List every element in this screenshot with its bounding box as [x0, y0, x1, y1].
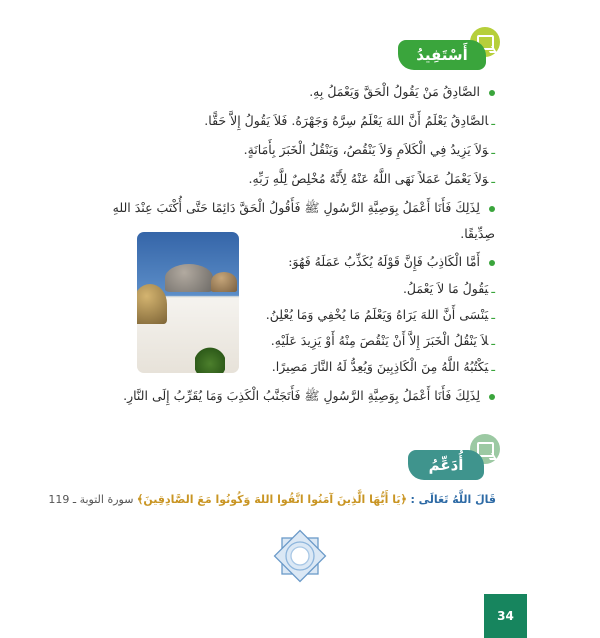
list-item: ـلاَ يَنْقُلُ الْخَبَرَ إِلاَّ أَنْ يَنْقُصَ مِنْهُ أَوْ يَزِيدَ عَلَيْهِ.: [270, 333, 495, 348]
bullet-icon: [489, 206, 495, 212]
list-item: الصَّادِقُ مَنْ يَقُولُ الْحَقَّ وَيَعْمَلُ بِهِ.: [309, 84, 495, 100]
list-item: أَمَّا الْكَاذِبُ فَإِنَّ قَوْلَهُ يُكَذِّبُ عَمَلَهُ فَهُوَ:: [288, 254, 495, 270]
mosque-photo: [137, 232, 239, 373]
islamic-star-ornament-icon: [272, 528, 328, 584]
bullet-icon: [489, 394, 495, 400]
section-header-astafid: أَسْتَفِيدُ: [398, 40, 486, 70]
list-item: ـيَنْسَى أَنَّ اللهَ يَرَاهُ وَيَعْلَمُ مَا يُخْفِي وَمَا يُعْلِنُ.: [265, 307, 495, 322]
list-item: ـوَلاَ يَزِيدُ فِي الْكَلاَمِ وَلاَ يَنْقُصُ، وَيَنْقُلُ الْخَبَرَ بِأَمَانَةٍ.: [243, 142, 495, 157]
bullet-icon: [489, 260, 495, 266]
page-number: 34: [484, 594, 527, 638]
list-item: ـوَلاَ يَعْمَلُ عَمَلاً نَهَى اللَّهُ عَنْهُ لِأَنَّهُ مُخْلِصٌ لِلَّهِ رَبِّهِ.: [248, 171, 495, 186]
list-item: لِذَلِكَ فَأَنَا أَعْمَلُ بِوَصِيَّةِ الرَّسُولِ ﷺ فَأَقُولُ الْحَقَّ دَائِمًا حَتَّى أُكْتَبَ عِنْدَ اللهِ: [113, 200, 495, 216]
list-item: ـيَقُولُ مَا لاَ يَعْمَلُ.: [402, 281, 495, 296]
list-item: لِذَلِكَ فَأَنَا أَعْمَلُ بِوَصِيَّةِ الرَّسُولِ ﷺ فَأَتَجَنَّبُ الْكَذِبَ وَمَا يُقَرِّبُ إِلَى النَّارِ.: [123, 388, 495, 404]
list-item: ـيَكْتُبُهُ اللَّهُ مِنَ الْكَاذِبِينَ وَيُعِدُّ لَهُ النَّارَ مَصِيرًا.: [271, 359, 495, 374]
quran-verse: قَالَ اللَّهُ تَعَالَى : ﴿يَا أَيُّهَا الَّذِينَ آمَنُوا اتَّقُوا اللهَ وَكُونُوا مَعَ الصَّادِقِينَ﴾ سورة التوبة ـ 119: [48, 493, 496, 506]
list-item-continuation: صِدِّيقًا.: [460, 226, 495, 241]
section-header-odaim: أُدَعِّمُ: [408, 450, 484, 480]
bullet-icon: [489, 90, 495, 96]
list-item: ـالصَّادِقُ يَعْلَمُ أَنَّ اللهَ يَعْلَمُ سِرَّهُ وَجَهْرَهُ. فَلاَ يَقُولُ إِلاَّ حَقًّا.: [204, 113, 495, 128]
